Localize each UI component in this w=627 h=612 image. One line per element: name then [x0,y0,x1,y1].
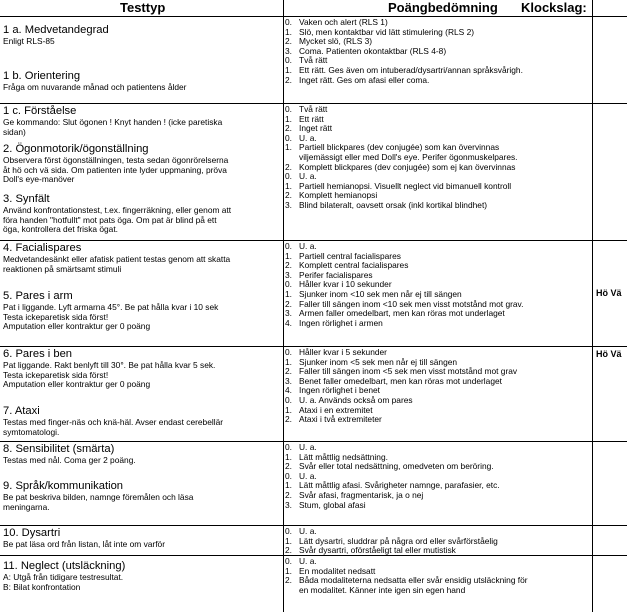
header-poangbedomning: Poängbedömning [388,0,498,15]
test-description: Be pat beskriva bilden, namnge föremålen och läsa [3,492,194,502]
scoring-column [285,527,591,556]
test-item [3,24,278,47]
column-divider [283,0,284,612]
score-option: 2. Båda modaliteterna nedsatta eller svår ensidig utsläckning för [285,576,528,586]
test-item [3,242,278,274]
score-option: 1. Lätt dysartri, sluddrar på några ord eller svårförståelig [285,536,498,546]
test-description: föra handen "hotfullt" mot pats öga. Om pat är blind på ett [3,214,217,225]
test-description: Testas med finger-näs och knä-häl. Avser endast cerebellär [3,417,224,427]
test-description: Fråga om nuvarande månad och patientens ålder [3,82,187,92]
row-divider [0,346,627,347]
test-description: Medvetandesänkt eller afatisk patient testas genom att skatta [3,254,231,264]
score-option: 0. U. a. [285,471,317,481]
test-item [3,143,278,185]
test-title: 1 c. Förståelse [3,105,77,117]
score-option: 0. Vaken och alert (RLS 1) [285,18,388,27]
test-description: symtomatologi. [3,426,60,437]
test-title: 1 a. Medvetandegrad [3,24,109,36]
test-item [3,480,278,512]
test-description: Använd konfrontationstest, t.ex. fingerräkning, eller genom att [3,205,232,215]
test-title: 9. Språk/kommunikation [3,480,124,492]
score-option: 2. Ataxi i två extremiteter [285,415,382,425]
test-description: Testas med nål. Coma ger 2 poäng. [3,455,136,465]
test-item [3,193,278,235]
test-title: 6. Pares i ben [3,348,73,360]
test-description: Ge kommando: Slut ögonen ! Knyt handen ! (icke paretiska [3,117,223,127]
scoring-column [285,348,591,425]
score-option: 0. Håller kvar i 5 sekunder [285,348,387,357]
row-divider [0,525,627,526]
test-item [3,348,278,390]
score-option: 1. Slö, men kontaktbar vid lätt stimulering (RLS 2) [285,27,475,37]
column-divider [592,0,593,612]
score-option: 2. Faller till sängen inom <10 sek men visst motstånd mot grav. [285,299,524,309]
score-option: 3. Benet faller omedelbart, men kan röras mot underlaget [285,376,502,386]
score-option: en modalitet. Känner inte igen sin egen hand [299,585,466,595]
scoring-column [285,242,591,328]
score-option: 3. Stum, global afasi [285,500,366,510]
score-option: 0. Två rätt [285,56,328,66]
row-divider [0,240,627,241]
score-option: 1. Ett rätt. Ges även om intuberad/dysartri/annan språksvårigh. [285,65,523,75]
test-item [3,405,278,437]
score-option: 0. Två rätt [285,105,328,114]
row-divider [0,103,627,104]
scoring-column [285,105,591,211]
score-option: 2. Svår eller total nedsättning, omedveten om beröring. [285,462,494,472]
test-title: 2. Ögonmotorik/ögonställning [3,143,149,155]
score-option: 3. Armen faller omedelbart, men kan röras mot underlaget [285,309,505,319]
test-description: Observera först ögonställningen, testa sedan ögonrörelserna [3,155,229,165]
row-divider [0,16,627,17]
test-description: sidan) [3,126,26,137]
score-option: 0. U. a. [285,242,317,251]
score-option: 1. Partiell hemianopsi. Visuellt neglect vid bimanuell kontroll [285,181,512,191]
score-option: 2. Mycket slö, (RLS 3) [285,37,373,47]
test-description: B: Bilat konfrontation [3,581,81,592]
test-description: Pat i liggande. Lyft armarna 45°. Be pat hålla kvar i 10 sek [3,302,219,312]
score-option: 2. Komplett blickpares (dev conjugée) som ej kan övervinnas [285,162,516,172]
score-option: 0. U. a. [285,527,317,536]
score-option: 2. Svår afasi, fragmentarisk, ja o nej [285,490,424,500]
score-option: 2. Inget rätt. Ges om afasi eller coma. [285,75,430,85]
score-option: 2. Svår dysartri, oförståeligt tal eller mutistisk [285,546,456,556]
test-title: 3. Synfält [3,193,50,205]
test-item [3,70,278,93]
score-option: 1. Sjunker inom <10 sek men når ej till sängen [285,289,462,299]
test-item [3,527,278,550]
header-testtyp: Testtyp [120,0,166,15]
test-description: reaktionen på smärtsamt stimuli [3,263,122,274]
score-option: 3. Blind bilateralt, oavsett orsak (inkl kortikal blindhet) [285,200,488,210]
test-description: Doll's eye-manöver [3,174,75,184]
score-option: 2. Inget rätt [285,124,333,134]
scoring-column [285,443,591,510]
test-description: Enligt RLS-85 [3,36,55,46]
test-title: 11. Neglect (utsläckning) [3,560,126,572]
test-item [3,443,278,466]
score-option: 1. Lätt måttlig afasi. Svårigheter namnge, parafasier, etc. [285,481,500,491]
score-option: 2. Komplett central facialispares [285,261,409,271]
test-description: Pat liggande. Rakt benlyft till 30°. Be pat hålla kvar 5 sek. [3,360,216,370]
test-title: 10. Dysartri [3,527,61,539]
side-label-leg: Hö Vä [596,349,622,359]
test-description: Testa ickeparetisk sida först! [3,369,109,380]
score-option: 1. En modalitet nedsatt [285,566,376,576]
score-option: 1. Ataxi i en extremitet [285,405,373,415]
test-item [3,290,278,332]
test-description: Amputation eller kontraktur ger 0 poäng [3,379,151,389]
score-option: 0. U. a. [285,443,317,452]
score-option: 1. Lätt måttlig nedsättning. [285,452,388,462]
score-option: 0. Håller kvar i 10 sekunder [285,280,392,290]
test-description: Be pat läsa ord från listan, låt inte om varför [3,539,165,549]
score-option: 2. Komplett hemianopsi [285,191,378,201]
test-title: 8. Sensibilitet (smärta) [3,443,115,455]
score-option: 1. Ett rätt [285,114,324,124]
row-divider [0,441,627,442]
score-option: 1. Partiell central facialispares [285,251,401,261]
test-title: 4. Facialispares [3,242,82,254]
score-option: 4. Ingen rörlighet i armen [285,318,383,328]
score-option: 2. Faller till sängen inom <5 sek men visst motstånd mot grav [285,367,518,377]
score-option: 3. Coma. Patienten okontaktbar (RLS 4-8) [285,46,447,56]
score-option: 0. U. a. [285,172,317,182]
test-description: Testa ickeparetisk sida först! [3,311,109,322]
test-description: meningarna. [3,501,50,512]
header-klockslag: Klockslag: [521,0,587,15]
score-option: 0. U. a. Används också om pares [285,395,413,405]
score-option: 0. U. a. [285,557,317,566]
test-title: 7. Ataxi [3,405,40,417]
test-item [3,105,278,137]
test-item [3,560,278,592]
test-description: A: Utgå från tidigare testresultat. [3,572,124,582]
side-label-arm: Hö Vä [596,288,622,298]
score-option: 0. U. a. [285,133,317,143]
score-option: 1. Partiell blickpares (dev conjugée) som kan övervinnas [285,143,500,153]
test-title: 5. Pares i arm [3,290,73,302]
scoring-column [285,18,591,85]
score-option: 1. Sjunker inom <5 sek men når ej till sängen [285,357,458,367]
test-title: 1 b. Orientering [3,70,81,82]
scoring-column [285,557,591,595]
score-option: viljemässigt eller med Doll's eye. Perifer ögonmuskelpares. [299,152,518,162]
test-description: åt hö och vä sida. Om patienten inte lyder uppmaning, pröva [3,164,227,175]
score-option: 4. Ingen rörlighet i benet [285,386,381,396]
test-description: öga, kontrollera det friska ögat. [3,224,118,234]
score-option: 3. Perifer facialispares [285,270,373,280]
test-description: Amputation eller kontraktur ger 0 poäng [3,321,151,331]
